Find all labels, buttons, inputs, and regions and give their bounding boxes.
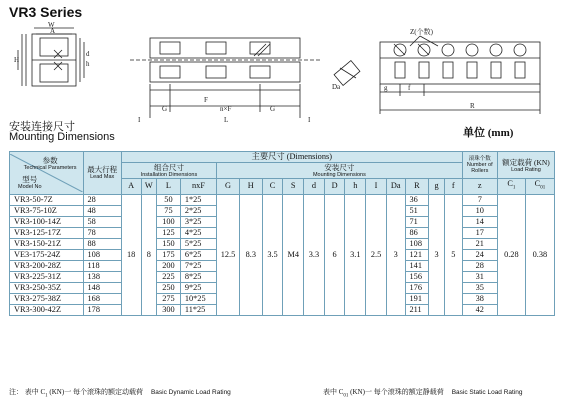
cell-R: 71 — [405, 216, 429, 227]
load-rating-header: 额定载荷 (KN) Load Rating — [497, 152, 554, 179]
cell-d: 3.3 — [304, 194, 325, 315]
label-f: f — [408, 84, 411, 92]
cell-nxF: 10*25 — [180, 293, 216, 304]
footnote-static: 表中 $C_{01}$ (KN)一 每个滚珠的额定静载荷 Basic Static Load Rating — [323, 388, 523, 399]
col-S: S — [283, 179, 304, 195]
mount-dims-header: 安装尺寸 Mounting Dimensions — [217, 163, 463, 179]
cell-model: VR3-100-14Z — [10, 216, 84, 227]
dimensions-header: 主要尺寸 (Dimensions) — [121, 152, 462, 163]
cell-L: 275 — [157, 293, 181, 304]
cell-stroke: 148 — [83, 282, 121, 293]
cell-stroke: 168 — [83, 293, 121, 304]
label-L: L — [224, 116, 229, 122]
series-title: VR3 Series — [9, 4, 83, 20]
cell-model: VR3-75-10Z — [10, 205, 84, 216]
cell-z: 35 — [462, 282, 497, 293]
cell-z: 38 — [462, 293, 497, 304]
cell-nxF: 11*25 — [180, 304, 216, 315]
cell-L: 200 — [157, 260, 181, 271]
col-G: G — [217, 179, 240, 195]
cell-stroke: 78 — [83, 227, 121, 238]
cell-stroke: 28 — [83, 194, 121, 205]
cell-L: 300 — [157, 304, 181, 315]
roller-detail-drawing — [334, 61, 360, 86]
param-en: Technical Parameters — [23, 164, 77, 171]
unit-label: 单位 (mm) — [463, 127, 514, 139]
label-I: I — [138, 116, 141, 122]
label-Z: Z(个数) — [410, 28, 433, 36]
cell-R: 176 — [405, 282, 429, 293]
col-h: h — [345, 179, 366, 195]
cell-nxF: 9*25 — [180, 282, 216, 293]
cell-stroke: 118 — [83, 260, 121, 271]
cell-R: 211 — [405, 304, 429, 315]
cell-H: 8.3 — [239, 194, 262, 315]
technical-drawings — [0, 22, 562, 122]
cell-G: 12.5 — [217, 194, 240, 315]
cell-h: 3.1 — [345, 194, 366, 315]
label-h: h — [86, 60, 90, 68]
cell-z: 21 — [462, 238, 497, 249]
label-nxF: n×F — [220, 105, 232, 113]
cell-A: 18 — [121, 194, 141, 315]
cell-z: 31 — [462, 271, 497, 282]
cell-f: 5 — [444, 194, 462, 315]
cell-Da: 3 — [386, 194, 405, 315]
cell-nxF: 6*25 — [180, 249, 216, 260]
col-A: A — [121, 179, 141, 195]
label-F: F — [204, 96, 208, 104]
cell-stroke: 108 — [83, 249, 121, 260]
install-dims-header: 组合尺寸 Installation Dimensions — [121, 163, 216, 179]
param-model-header — [10, 152, 84, 195]
label-G2: G — [270, 105, 276, 113]
spec-table-body — [10, 194, 555, 315]
cell-model: VR3-150-21Z — [10, 238, 84, 249]
cell-R: 156 — [405, 271, 429, 282]
col-g: g — [429, 179, 445, 195]
cell-L: 150 — [157, 238, 181, 249]
cell-stroke: 58 — [83, 216, 121, 227]
cell-z: 14 — [462, 216, 497, 227]
cell-z: 42 — [462, 304, 497, 315]
stroke-header: 最大行程 Lead Max — [83, 152, 121, 195]
cell-model: VR3-200-28Z — [10, 260, 84, 271]
cell-L: 75 — [157, 205, 181, 216]
cell-I: 2.5 — [366, 194, 387, 315]
cell-R: 191 — [405, 293, 429, 304]
col-z: z — [462, 179, 497, 195]
col-Da: Da — [386, 179, 405, 195]
cell-C: 3.5 — [262, 194, 283, 315]
cell-z: 17 — [462, 227, 497, 238]
cell-S: M4 — [283, 194, 304, 315]
col-L: L — [157, 179, 181, 195]
cell-z: 28 — [462, 260, 497, 271]
cell-stroke: 88 — [83, 238, 121, 249]
param-cn: 参数 — [42, 155, 58, 165]
cell-stroke: 178 — [83, 304, 121, 315]
cell-C01: 0.38 — [525, 194, 554, 315]
cell-L: 125 — [157, 227, 181, 238]
roller-cage-drawing — [380, 36, 540, 114]
cell-D: 6 — [324, 194, 345, 315]
label-I2: I — [308, 116, 311, 122]
label-A: A — [50, 27, 56, 35]
cell-stroke: 138 — [83, 271, 121, 282]
cell-nxF: 2*25 — [180, 205, 216, 216]
table-row — [10, 194, 555, 205]
cell-R: 141 — [405, 260, 429, 271]
cross-section-drawing — [18, 28, 84, 86]
label-H: H — [14, 56, 20, 64]
cell-model: VR3-275-38Z — [10, 293, 84, 304]
cell-nxF: 1*25 — [180, 194, 216, 205]
cell-z: 10 — [462, 205, 497, 216]
cell-C1: 0.28 — [497, 194, 525, 315]
cell-R: 121 — [405, 249, 429, 260]
cell-model: VR3-225-31Z — [10, 271, 84, 282]
col-f: f — [444, 179, 462, 195]
label-R: R — [470, 102, 475, 110]
cell-nxF: 7*25 — [180, 260, 216, 271]
cell-model: VR3-300-42Z — [10, 304, 84, 315]
footnote-dynamic: 注： 表中 $C_1$ (KN)一 每个滚珠的额定动载荷 Basic Dynamic Load Rating — [9, 388, 231, 399]
cell-L: 175 — [157, 249, 181, 260]
col-H: H — [239, 179, 262, 195]
cell-nxF: 4*25 — [180, 227, 216, 238]
install-title-en: Mounting Dimensions — [9, 131, 115, 143]
cell-R: 86 — [405, 227, 429, 238]
label-G: G — [162, 105, 168, 113]
col-I: I — [366, 179, 387, 195]
rollers-header: 滚珠个数 Number of Rollers — [462, 152, 497, 179]
col-D: D — [324, 179, 345, 195]
cell-model: VR3-50-7Z — [10, 194, 84, 205]
cell-nxF: 3*25 — [180, 216, 216, 227]
label-Da: Da — [332, 83, 341, 91]
col-W: W — [141, 179, 157, 195]
col-R: R — [405, 179, 429, 195]
cell-model: VR3-250-35Z — [10, 282, 84, 293]
col-C: C — [262, 179, 283, 195]
cell-R: 108 — [405, 238, 429, 249]
col-C01: $C_{01}$ — [525, 179, 554, 195]
cell-R: 36 — [405, 194, 429, 205]
cell-L: 250 — [157, 282, 181, 293]
cell-stroke: 48 — [83, 205, 121, 216]
cell-z: 24 — [462, 249, 497, 260]
cell-g: 3 — [429, 194, 445, 315]
spec-table — [9, 151, 555, 316]
col-nxF: nxF — [180, 179, 216, 195]
cell-z: 7 — [462, 194, 497, 205]
cell-R: 51 — [405, 205, 429, 216]
cell-nxF: 5*25 — [180, 238, 216, 249]
col-C1: $C_1$ — [497, 179, 525, 195]
label-d: d — [86, 50, 90, 58]
install-title-cn: 安装连接尺寸 — [9, 121, 75, 133]
cell-W: 8 — [141, 194, 157, 315]
cell-model: VR3-125-17Z — [10, 227, 84, 238]
cell-model: VE3-175-24Z — [10, 249, 84, 260]
label-g: g — [384, 84, 388, 92]
col-d: d — [304, 179, 325, 195]
cell-nxF: 8*25 — [180, 271, 216, 282]
label-W: W — [48, 22, 55, 29]
cell-L: 50 — [157, 194, 181, 205]
model-cn: 型号 — [22, 174, 38, 184]
cell-L: 100 — [157, 216, 181, 227]
cell-L: 225 — [157, 271, 181, 282]
model-en: Model No — [18, 183, 42, 190]
